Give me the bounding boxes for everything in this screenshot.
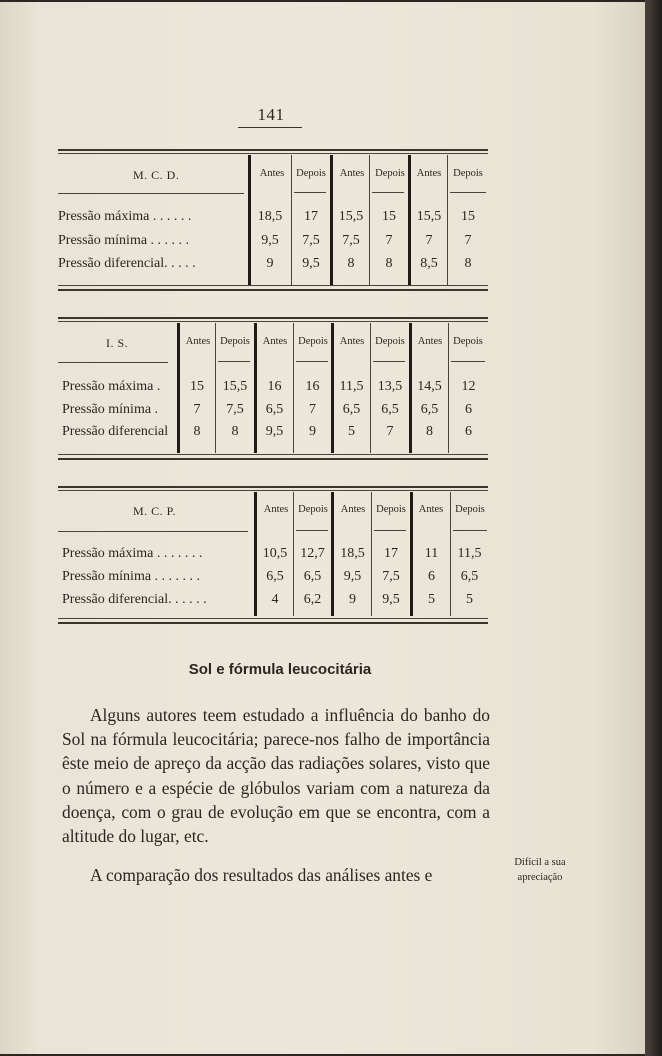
col-antes: Antes (416, 168, 442, 179)
cell: 7 (193, 402, 201, 417)
cell: 15 (461, 209, 475, 224)
cell: 18,5 (340, 546, 365, 561)
col-depois: Depois (376, 504, 406, 515)
cell: 15,5 (416, 209, 442, 224)
cell: 17 (304, 209, 318, 224)
cell: 6 (428, 569, 435, 584)
row-label: Pressão mínima . . . . . . . (62, 569, 201, 584)
table-is (58, 317, 488, 467)
col-antes: Antes (339, 168, 365, 179)
cell: 16 (305, 379, 320, 394)
row-label: Pressão máxima . . . . . . . (62, 546, 203, 561)
col-depois: Depois (453, 168, 483, 179)
row-label: Pressão máxima . . . . . . (58, 209, 192, 224)
col-antes: Antes (259, 168, 285, 179)
cell: 7 (425, 233, 433, 248)
cell: 16 (267, 379, 282, 394)
cell: 8 (231, 424, 239, 439)
cell: 6 (465, 424, 472, 439)
page-number: 141 (257, 105, 285, 124)
row-label: Pressão diferencial. . . . . (58, 256, 196, 271)
cell: 8 (193, 424, 201, 439)
cell: 7 (464, 233, 472, 248)
cell: 6,2 (303, 592, 322, 607)
book-page (0, 2, 645, 1054)
row-label: Pressão máxima . (62, 379, 161, 394)
cell: 4 (271, 592, 279, 607)
cell: 9,5 (302, 256, 320, 271)
cell: 15 (382, 209, 396, 224)
body-paragraph: Alguns autores teem estudado a influência do banho do Sol na fórmula leucocitária; parece-nos falho de importância êste meio de apreço da acção das radiações solares, visto que o número e a espécie de glóbulos variam com a natureza da doença, com o grau de evolução em que se encontra, com a altitude do lugar, etc. (62, 705, 490, 847)
cell: 9 (349, 592, 356, 607)
cell: 8 (385, 256, 393, 271)
cell: 7,5 (226, 402, 244, 417)
table-mcp (58, 486, 488, 631)
cell: 7,5 (342, 233, 360, 248)
cell: 6,5 (460, 569, 479, 584)
col-depois: Depois (298, 504, 328, 515)
cell: 8 (464, 256, 472, 271)
col-depois: Depois (296, 168, 326, 179)
cell: 7 (386, 424, 394, 439)
cell: 11,5 (339, 379, 364, 394)
cell: 6,5 (265, 402, 284, 417)
row-label: Pressão mínima . (62, 402, 159, 417)
table-mcd (58, 149, 488, 297)
cell: 9,5 (382, 592, 400, 607)
cell: 5 (466, 592, 473, 607)
subject-label: M. C. D. (133, 168, 180, 182)
cell: 12,7 (300, 546, 325, 561)
cell: 9,5 (261, 233, 279, 248)
cell: 9 (266, 256, 274, 271)
margin-note: Difícil a sua apreciação (514, 857, 566, 883)
cell: 12 (461, 379, 476, 394)
cell: 8,5 (420, 256, 438, 271)
cell: 5 (348, 424, 355, 439)
cell: 15 (190, 379, 204, 394)
cell: 15,5 (222, 379, 248, 394)
row-label: Pressão diferencial (62, 424, 169, 439)
cell: 7 (309, 402, 316, 417)
col-antes: Antes (339, 336, 365, 347)
col-antes: Antes (417, 336, 443, 347)
col-antes: Antes (185, 336, 211, 347)
cell: 17 (384, 546, 398, 561)
cell: 7 (385, 233, 393, 248)
col-depois: Depois (375, 336, 405, 347)
page-number-rule (238, 127, 302, 128)
cell: 5 (428, 592, 435, 607)
cell: 9 (309, 424, 316, 439)
row-label: Pressão mínima . . . . . . (58, 233, 190, 248)
cell: 18,5 (257, 209, 283, 224)
col-antes: Antes (263, 504, 289, 515)
col-depois: Depois (298, 336, 328, 347)
cell: 13,5 (377, 379, 403, 394)
cell: 6,5 (381, 402, 399, 417)
subject-label: I. S. (106, 336, 129, 350)
cell: 6,5 (342, 402, 361, 417)
cell: 11,5 (457, 546, 482, 561)
cell: 8 (347, 256, 355, 271)
cell: 14,5 (417, 379, 442, 394)
cell: 7,5 (382, 569, 400, 584)
cell: 6 (465, 402, 472, 417)
col-antes: Antes (418, 504, 444, 515)
cell: 15,5 (338, 209, 364, 224)
cell: 11 (424, 546, 439, 561)
cell: 9,5 (265, 424, 284, 439)
col-antes: Antes (340, 504, 366, 515)
subject-label: M. C. P. (133, 504, 177, 518)
cell: 8 (426, 424, 433, 439)
cell: 6,5 (420, 402, 439, 417)
book-spine-edge (645, 0, 662, 1056)
col-depois: Depois (220, 336, 250, 347)
cell: 7,5 (302, 233, 320, 248)
col-depois: Depois (453, 336, 483, 347)
body-paragraph: A comparação dos resultados das análises antes e (90, 865, 433, 885)
cell: 6,5 (303, 569, 322, 584)
cell: 10,5 (262, 546, 288, 561)
row-label: Pressão diferencial. . . . . . (62, 592, 207, 607)
col-depois: Depois (375, 168, 405, 179)
cell: 6,5 (266, 569, 284, 584)
col-depois: Depois (455, 504, 485, 515)
col-antes: Antes (262, 336, 288, 347)
cell: 9,5 (343, 569, 362, 584)
section-title: Sol e fórmula leucocitária (188, 661, 372, 678)
